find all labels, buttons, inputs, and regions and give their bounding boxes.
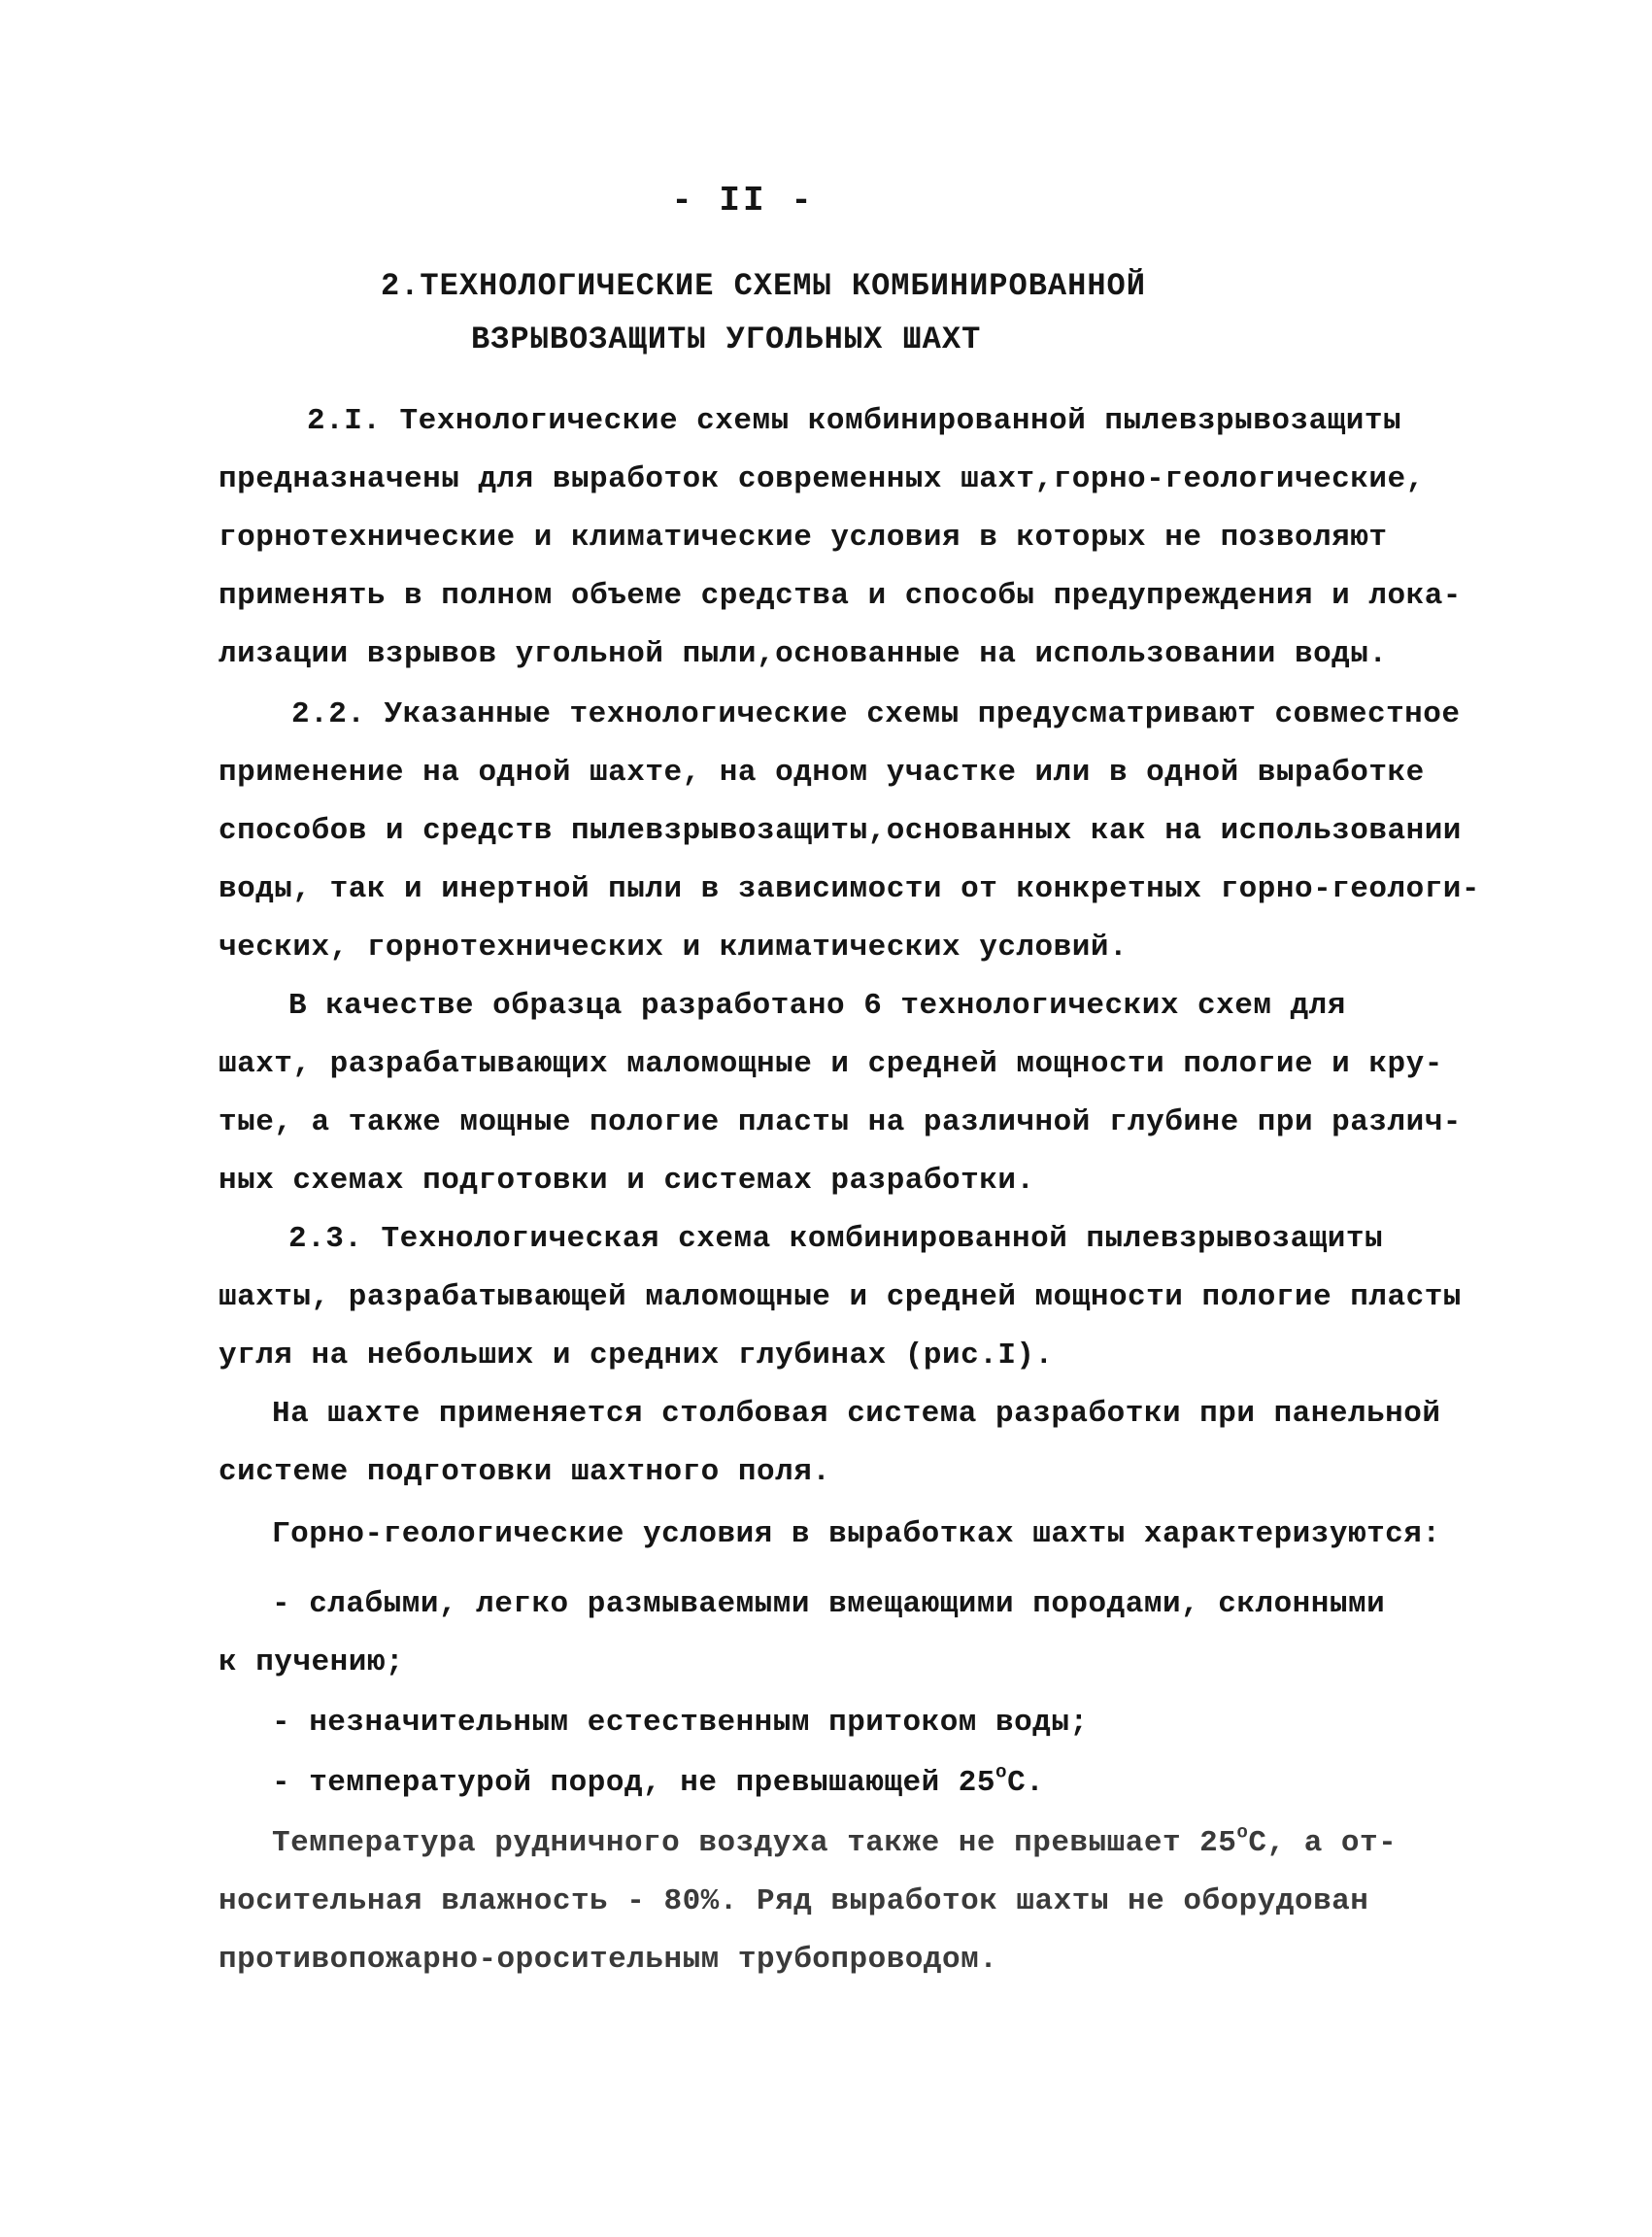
condition-item-3-text: - температурой пород, не превышающей 25 xyxy=(272,1766,996,1800)
paragraph-2-2-line: ческих, горнотехнических и климатических условий. xyxy=(219,931,1129,965)
condition-item-1: - слабыми, легко размываемыми вмещающими породами, склонными xyxy=(272,1587,1386,1621)
paragraph-sample-line: шахт, разрабатывающих маломощные и средней мощности пологие и кру- xyxy=(219,1047,1443,1081)
degree-symbol: о xyxy=(1236,1821,1249,1844)
paragraph-temperature-text: Температура рудничного воздуха также не превышает 25 xyxy=(272,1826,1237,1860)
condition-item-3-unit: С. xyxy=(1007,1766,1045,1800)
paragraph-sample-line: В качестве образца разработано 6 технологических схем для xyxy=(288,989,1346,1023)
paragraph-2-1-line: лизации взрывов угольной пыли,основанные на использовании воды. xyxy=(219,637,1388,671)
paragraph-2-2-line: способов и средств пылевзрывозащиты,основанных как на использовании xyxy=(219,814,1462,848)
paragraph-system-line: системе подготовки шахтного поля. xyxy=(219,1455,831,1489)
paragraph-2-2-line: 2.2. Указанные технологические схемы предусматривают совместное xyxy=(291,697,1461,731)
heading-line-1: 2.ТЕХНОЛОГИЧЕСКИЕ СХЕМЫ КОМБИНИРОВАННОЙ xyxy=(381,268,1146,304)
paragraph-2-3-line: шахты, разрабатывающей маломощные и средней мощности пологие пласты xyxy=(219,1280,1462,1314)
paragraph-temperature-line: носительная влажность - 80%. Ряд выработок шахты не оборудован xyxy=(219,1884,1369,1918)
paragraph-sample-line: тые, а также мощные пологие пласты на различной глубине при различ- xyxy=(219,1105,1462,1139)
paragraph-2-1-line: 2.I. Технологические схемы комбинированной пылевзрывозащиты xyxy=(307,404,1402,438)
paragraph-temperature-line xyxy=(272,1821,1398,1863)
condition-item-2: - незначительным естественным притоком воды; xyxy=(272,1706,1089,1740)
paragraph-2-3-line: угля на небольших и средних глубинах (рис.I). xyxy=(219,1339,1054,1373)
paragraph-sample-line: ных схемах подготовки и системах разработки. xyxy=(219,1164,1035,1198)
paragraph-temperature-tail: С, а от- xyxy=(1248,1826,1398,1860)
paragraph-2-1-line: применять в полном объеме средства и способы предупреждения и лока- xyxy=(219,579,1462,613)
paragraph-temperature-line: противопожарно-оросительным трубопроводом. xyxy=(219,1943,998,1977)
paragraph-system-line: На шахте применяется столбовая система разработки при панельной xyxy=(272,1397,1441,1431)
condition-item-3 xyxy=(272,1761,1045,1803)
paragraph-2-2-line: воды, так и инертной пыли в зависимости от конкретных горно-геологи- xyxy=(219,872,1481,906)
conditions-intro: Горно-геологические условия в выработках шахты характеризуются: xyxy=(272,1517,1441,1551)
paragraph-2-3-line: 2.3. Технологическая схема комбинированной пылевзрывозащиты xyxy=(288,1222,1384,1256)
heading-line-2: ВЗРЫВОЗАЩИТЫ УГОЛЬНЫХ ШАХТ xyxy=(471,322,982,357)
paragraph-2-1-line: предназначены для выработок современных шахт,горно-геологические, xyxy=(219,462,1425,496)
degree-symbol: о xyxy=(995,1761,1008,1783)
paragraph-2-1-line: горнотехнические и климатические условия в которых не позволяют xyxy=(219,521,1388,555)
page-number: - II - xyxy=(671,181,815,220)
paragraph-2-2-line: применение на одной шахте, на одном участке или в одной выработке xyxy=(219,756,1425,790)
condition-item-1-cont: к пучению; xyxy=(219,1645,405,1679)
